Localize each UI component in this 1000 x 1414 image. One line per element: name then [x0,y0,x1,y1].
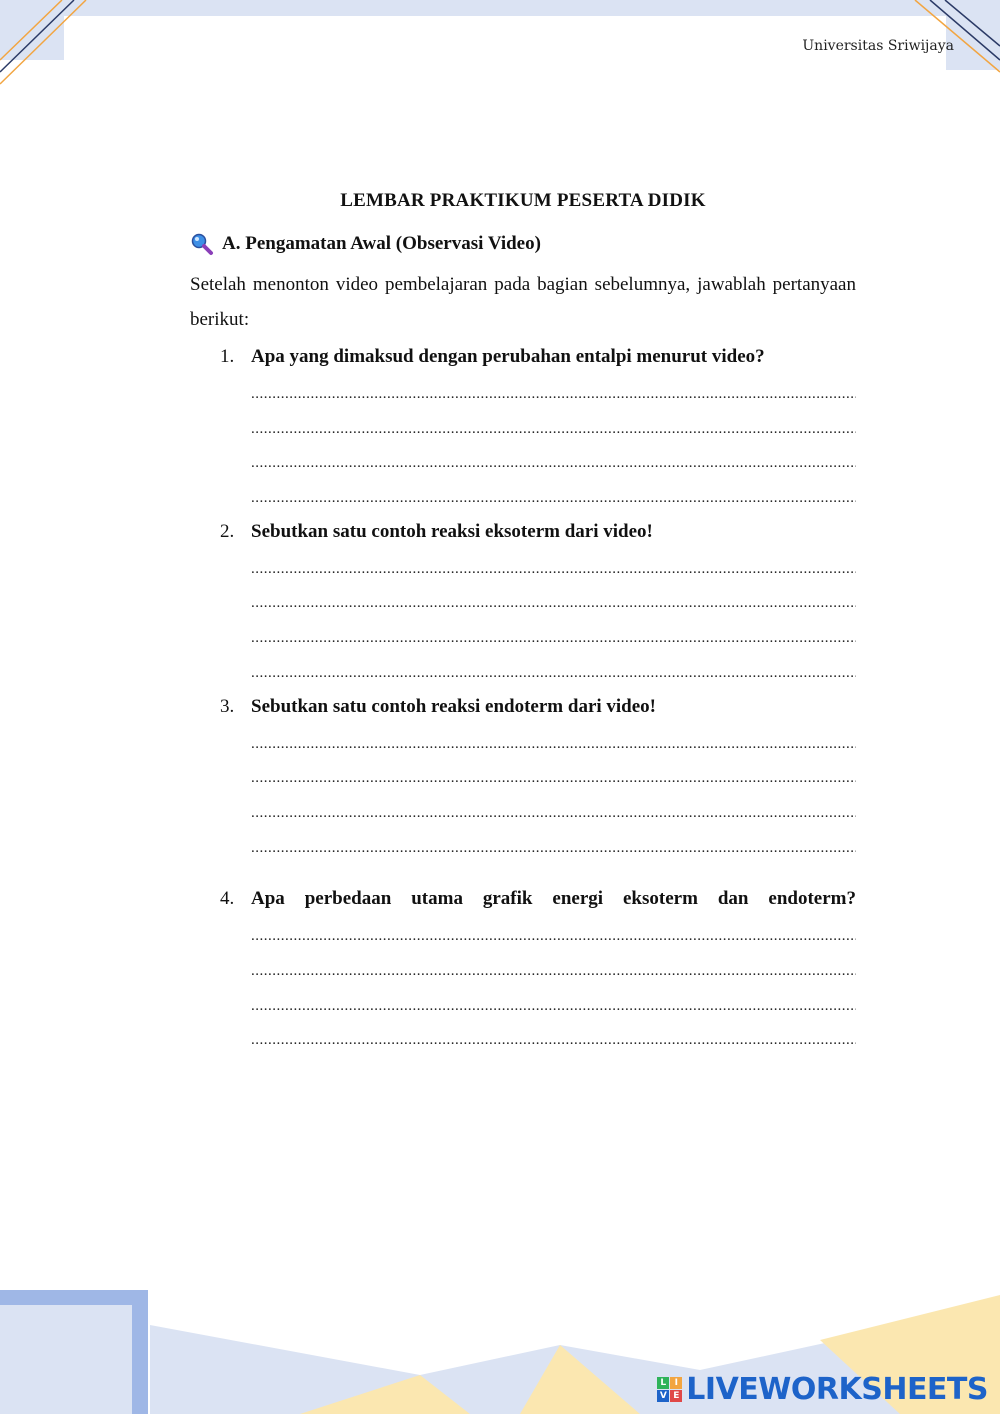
question-item [190,885,856,1058]
institution-name: Universitas Sriwijaya [802,38,954,54]
question-number: 1. [220,346,235,367]
answer-line[interactable] [251,412,856,447]
answer-line[interactable] [251,727,856,762]
answer-line[interactable] [251,989,856,1024]
answer-field[interactable] [251,919,856,1058]
answer-line[interactable] [251,831,856,866]
logo-letter: I [670,1377,682,1389]
question-number: 4. [220,888,235,910]
answer-field[interactable] [251,727,856,866]
question-list [190,343,856,1058]
question-number: 3. [220,695,235,717]
logo-letter: E [670,1390,682,1402]
answer-line[interactable] [251,621,856,656]
answer-line[interactable] [251,761,856,796]
answer-line[interactable] [251,552,856,587]
answer-line[interactable] [251,377,856,412]
liveworksheets-logo [657,1372,988,1407]
question-text: Apa perbedaan utama grafik energi eksoterm dan endoterm? [251,888,856,910]
answer-line[interactable] [251,586,856,621]
answer-field[interactable] [251,377,856,516]
logo-wordmark: LIVEWORKSHEETS [686,1372,988,1407]
answer-line[interactable] [251,656,856,691]
instruction-text: Setelah menonton video pembelajaran pada bagian sebelumnya, jawablah pertanyaan berikut: [190,274,856,330]
question-text: Sebutkan satu contoh reaksi eksoterm dari video! [251,520,653,542]
logo-letter: V [657,1390,669,1402]
answer-line[interactable] [251,446,856,481]
magnifier-icon [190,232,214,256]
question-number: 2. [220,520,235,542]
question-text: Apa yang dimaksud dengan perubahan entalpi menurut video? [251,346,765,367]
answer-field[interactable] [251,552,856,691]
logo-letter: L [657,1377,669,1389]
answer-line[interactable] [251,919,856,954]
section-title: A. Pengamatan Awal (Observasi Video) [222,233,541,254]
section-heading [190,232,856,256]
answer-line[interactable] [251,954,856,989]
answer-line[interactable] [251,796,856,831]
question-item [190,693,856,866]
answer-line[interactable] [251,481,856,516]
logo-mark [657,1377,682,1402]
question-item [190,518,856,691]
question-item [190,343,856,516]
worksheet-title: LEMBAR PRAKTIKUM PESERTA DIDIK [340,190,706,211]
worksheet-content [190,190,856,1058]
question-text: Sebutkan satu contoh reaksi endoterm dari video! [251,695,657,717]
answer-line[interactable] [251,1023,856,1058]
